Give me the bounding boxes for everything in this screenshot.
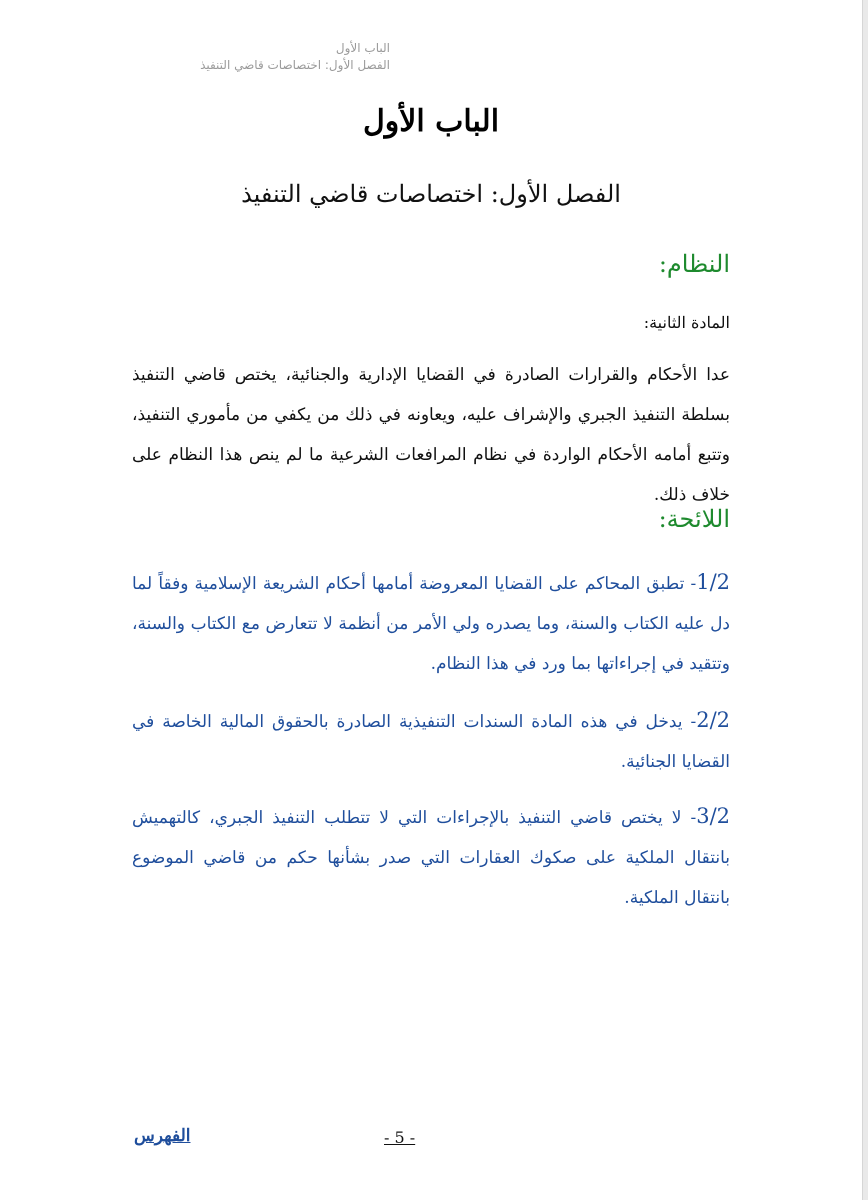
- regulation-item: [132, 700, 730, 782]
- regulation-item-text: - تطبق المحاكم على القضايا المعروضة أمامها أحكام الشريعة الإسلامية وفقاً لما دل عليه الكتاب والسنة، وما يصدره ولي الأمر من أنظمة لا تتعارض مع الكتاب والسنة، وتتقيد في إجراءاتها بما ورد في هذا النظام.: [132, 574, 730, 674]
- article-label: المادة الثانية:: [643, 313, 730, 332]
- part-title: الباب الأول: [362, 104, 500, 139]
- running-header: [130, 40, 390, 74]
- regulation-item-number: 1/2: [696, 570, 730, 594]
- law-article-text: عدا الأحكام والقرارات الصادرة في القضايا الإدارية والجنائية، يختص قاضي التنفيذ بسلطة التنفيذ الجبري والإشراف عليه، ويعاونه في ذلك من يكفي من مأموري التنفيذ، وتتبع أمامه الأحكام الواردة في نظام المرافعات الشرعية ما لم ينص هذا النظام على خلاف ذلك.: [132, 365, 730, 505]
- running-header-part: الباب الأول: [335, 41, 390, 55]
- page-number: - 5 -: [384, 1128, 416, 1147]
- running-header-chapter: الفصل الأول: اختصاصات قاضي التنفيذ: [200, 58, 390, 72]
- regulation-item: [132, 796, 730, 918]
- index-link[interactable]: الفهرس: [134, 1126, 191, 1146]
- regulation-item-text: - يدخل في هذه المادة السندات التنفيذية الصادرة بالحقوق المالية الخاصة في القضايا الجنائية.: [132, 712, 730, 772]
- regulation-heading: اللائحة:: [658, 505, 730, 533]
- regulation-item: [132, 562, 730, 684]
- regulation-item-text: - لا يختص قاضي التنفيذ بالإجراءات التي لا تتطلب التنفيذ الجبري، كالتهميش بانتقال الملكية على صكوك العقارات التي صدر بشأنها حكم من قاضي الموضوع بانتقال الملكية.: [132, 808, 730, 908]
- regulation-item-number: 3/2: [696, 804, 730, 828]
- regulation-item-number: 2/2: [696, 708, 730, 732]
- law-heading: النظام:: [658, 250, 730, 278]
- chapter-title: الفصل الأول: اختصاصات قاضي التنفيذ: [241, 180, 621, 208]
